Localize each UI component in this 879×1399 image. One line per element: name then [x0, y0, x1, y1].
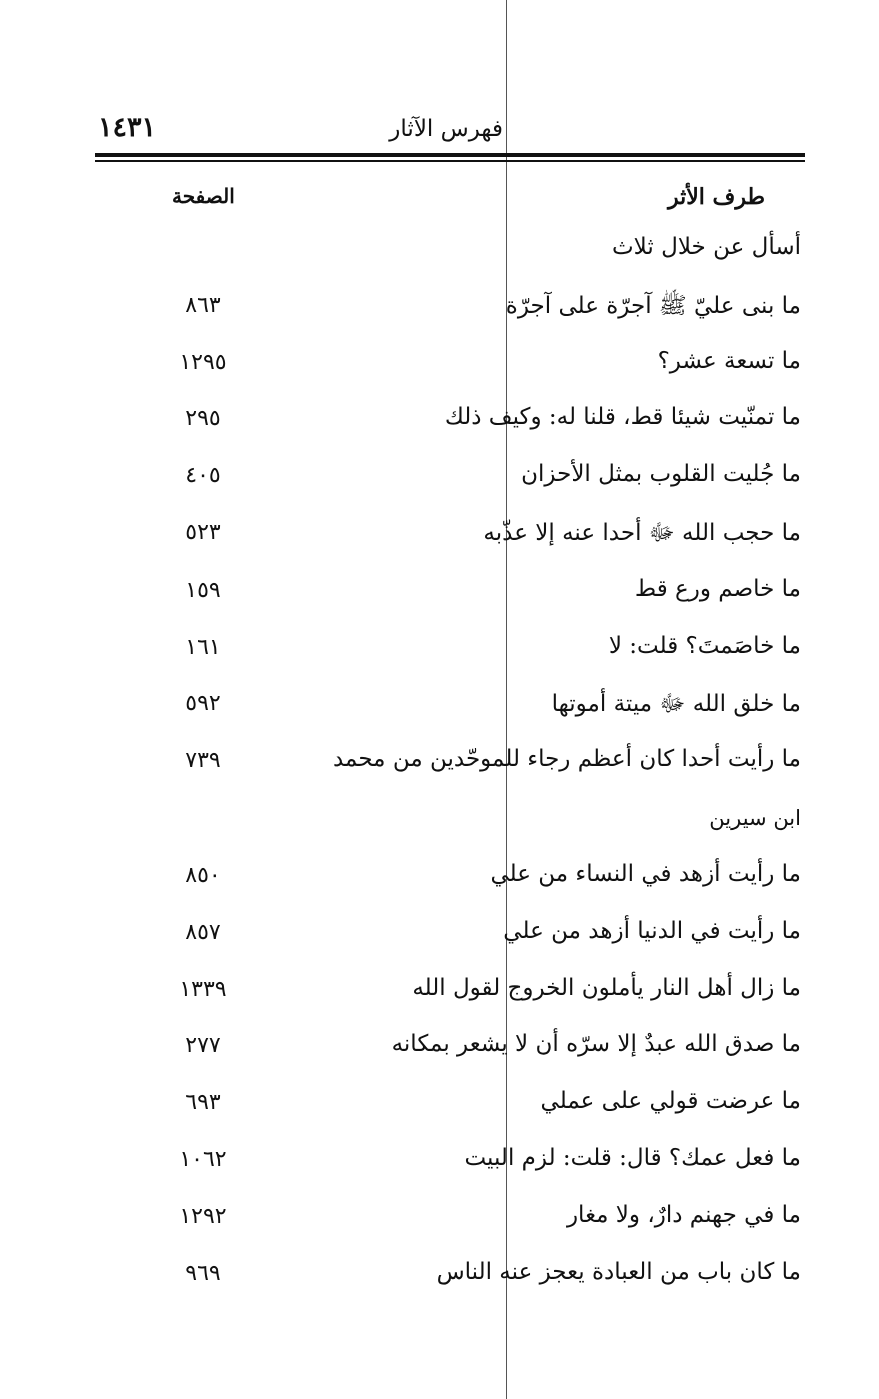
entry-text: ما كان باب من العبادة يعجز عنه الناس	[436, 1259, 801, 1285]
entry-text: ما حجب الله ﷻ أحدا عنه إلا عذّبه	[483, 520, 801, 546]
entry-page: ٩٦٩	[185, 1261, 221, 1286]
entry-page: ٨٥٠	[185, 863, 221, 888]
index-entry	[0, 1259, 879, 1299]
page-number: ١٤٣١	[98, 112, 157, 143]
entry-text: ما زال أهل النار يأملون الخروج لقول الله	[412, 975, 801, 1001]
index-entry	[0, 1031, 879, 1071]
entry-page: ٨٥٧	[185, 920, 221, 945]
index-entry	[0, 746, 879, 786]
entry-text: ما بنى عليّ ﷺ آجرّة على آجرّة	[505, 293, 801, 319]
entry-page: ١٥٩	[185, 578, 221, 603]
index-entry	[0, 1202, 879, 1242]
entry-page: ١٢٩٥	[179, 350, 227, 375]
entry-page: ١٢٩٢	[179, 1204, 227, 1229]
index-entry	[0, 975, 879, 1015]
entry-text: ما فعل عمك؟ قال: قلت: لزم البيت	[464, 1145, 801, 1171]
entry-text: ما عرضت قولي على عملي	[540, 1088, 801, 1114]
index-entry	[0, 518, 879, 558]
index-entry	[0, 633, 879, 673]
index-entry	[0, 1145, 879, 1185]
entry-text: ما صدق الله عبدٌ إلا سرّه أن لا يشعر بمكانه	[391, 1031, 801, 1057]
entry-text: ما خلق الله ﷻ ميتة أموتها	[551, 691, 801, 717]
index-entry	[0, 918, 879, 958]
entry-page: ٢٧٧	[185, 1033, 221, 1058]
entry-page: ٢٩٥	[185, 406, 221, 431]
entry-text: أسأل عن خلال ثلاث	[612, 234, 801, 260]
entry-page: ٥٩٢	[185, 691, 221, 716]
entry-page: ١٣٣٩	[179, 977, 227, 1002]
entry-text: ما جُليت القلوب بمثل الأحزان	[521, 461, 801, 487]
column-heading-athar: طرف الأثر	[667, 184, 765, 210]
entry-text: ما خاصَمتَ؟ قلت: لا	[608, 633, 801, 659]
entry-text: ما رأيت أزهد في النساء من علي	[490, 861, 801, 887]
index-entry	[0, 861, 879, 901]
entry-page: ٤٠٥	[185, 463, 221, 488]
index-entry	[0, 348, 879, 388]
entry-text: ما تمنّيت شيئا قط، قلنا له: وكيف ذلك	[444, 404, 801, 430]
index-entry	[0, 461, 879, 501]
entry-text: ما رأيت أحدا كان أعظم رجاء للموحّدين من محمد	[332, 746, 801, 772]
index-entry	[0, 576, 879, 616]
entry-page: ٦٩٣	[185, 1090, 221, 1115]
entry-text: ما خاصم ورع قط	[634, 576, 801, 602]
running-title: فهرس الآثار	[389, 116, 503, 142]
column-heading-page: الصفحة	[172, 184, 235, 208]
entry-page: ١٦١	[185, 635, 221, 660]
index-entry	[0, 404, 879, 444]
entry-page: ٧٣٩	[185, 748, 221, 773]
entry-page: ٨٦٣	[185, 293, 221, 318]
entry-text: ما رأيت في الدنيا أزهد من علي	[503, 918, 801, 944]
entry-text: ما في جهنم دارٌ، ولا مغار	[566, 1202, 801, 1228]
entry-text: ابن سيرين	[709, 806, 801, 830]
index-entry-continuation	[0, 806, 879, 846]
index-entry	[0, 689, 879, 729]
entry-text: ما تسعة عشر؟	[657, 348, 801, 374]
entry-page: ١٠٦٢	[179, 1147, 227, 1172]
index-entry	[0, 1088, 879, 1128]
index-entry	[0, 291, 879, 331]
index-entry	[0, 234, 879, 274]
entry-page: ٥٢٣	[185, 520, 221, 545]
